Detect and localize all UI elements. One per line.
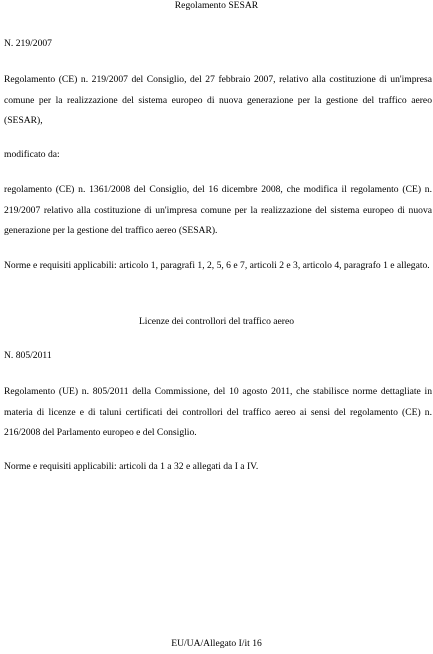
regulation-number-219-2007: N. 219/2007	[4, 38, 52, 49]
applicable-requirements-atc: Norme e requisiti applicabili: articoli da 1 a 32 e allegati da I a IV.	[4, 461, 259, 472]
applicable-requirements-sesar: Norme e requisiti applicabili: articolo 1, paragrafi 1, 2, 5, 6 e 7, articoli 2 e 3, articolo 4, paragrafo 1 e allegato.	[4, 260, 430, 271]
page-footer-reference: EU/UA/Allegato I/it 16	[171, 638, 262, 649]
regulation-text-219-2007: Regolamento (CE) n. 219/2007 del Consiglio, del 27 febbraio 2007, relativo alla costituzione di un'impresa comune per la realizzazione del sistema europeo di nuova generazione per la gestione del traffico aereo (SESAR),	[4, 74, 432, 126]
regulation-text-805-2011: Regolamento (UE) n. 805/2011 della Commissione, del 10 agosto 2011, che stabilisce norme dettagliate in materia di licenze e di taluni certificati dei controllori del traffico aereo ai sensi del regolamento (CE) n. 216/2008 del Parlamento europeo e del Consiglio.	[4, 386, 432, 438]
regulation-number-805-2011: N. 805/2011	[4, 350, 52, 361]
section-title-atc-licences: Licenze dei controllori del traffico aereo	[138, 316, 295, 327]
amendment-text-1361-2008: regolamento (CE) n. 1361/2008 del Consiglio, del 16 dicembre 2008, che modifica il regolamento (CE) n. 219/2007 relativo alla costituzione di un'impresa comune per la realizzazione del sistema europeo di nuova generazione per la gestione del traffico aereo (SESAR).	[4, 184, 432, 236]
amended-by-label: modificato da:	[4, 149, 60, 160]
section-title-sesar: Regolamento SESAR	[174, 0, 259, 11]
